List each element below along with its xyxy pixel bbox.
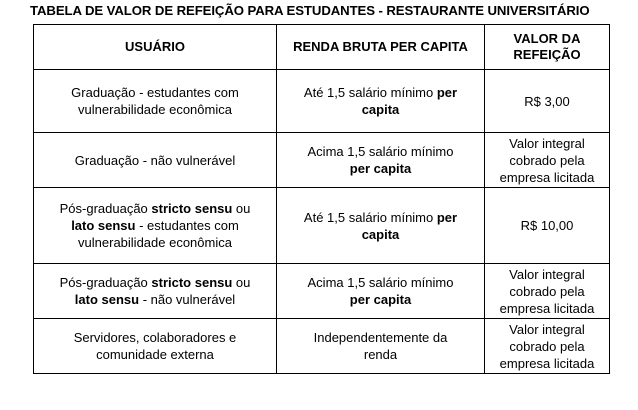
cell-valor: R$ 3,00 [485,70,610,133]
table-row [34,319,610,374]
cell-usuario: Graduação - não vulnerável [34,133,277,188]
table-row [34,70,610,133]
cell-usuario: Graduação - estudantes com vulnerabilidade econômica [34,70,277,133]
cell-renda: Até 1,5 salário mínimo per capita [277,70,485,133]
header-usuario: USUÁRIO [34,25,277,70]
table-title: TABELA DE VALOR DE REFEIÇÃO PARA ESTUDANTES - RESTAURANTE UNIVERSITÁRIO [30,3,590,18]
header-valor: VALOR DA REFEIÇÃO [485,25,610,70]
cell-valor: Valor integral cobrado pela empresa licitada [485,319,610,374]
cell-valor: Valor integral cobrado pela empresa licitada [485,133,610,188]
cell-usuario: Servidores, colaboradores e comunidade externa [34,319,277,374]
meal-price-table [33,24,610,374]
table-row [34,264,610,319]
cell-renda: Independentemente da renda [277,319,485,374]
cell-renda: Acima 1,5 salário mínimo per capita [277,264,485,319]
table-row [34,133,610,188]
cell-valor: R$ 10,00 [485,188,610,264]
cell-usuario: Pós-graduação stricto sensu ou lato sensu - estudantes com vulnerabilidade econômica [34,188,277,264]
cell-renda: Acima 1,5 salário mínimo per capita [277,133,485,188]
cell-usuario: Pós-graduação stricto sensu ou lato sensu - não vulnerável [34,264,277,319]
cell-renda: Até 1,5 salário mínimo per capita [277,188,485,264]
table-header-row [34,25,610,70]
table-row [34,188,610,264]
cell-valor: Valor integral cobrado pela empresa licitada [485,264,610,319]
header-renda: RENDA BRUTA PER CAPITA [277,25,485,70]
